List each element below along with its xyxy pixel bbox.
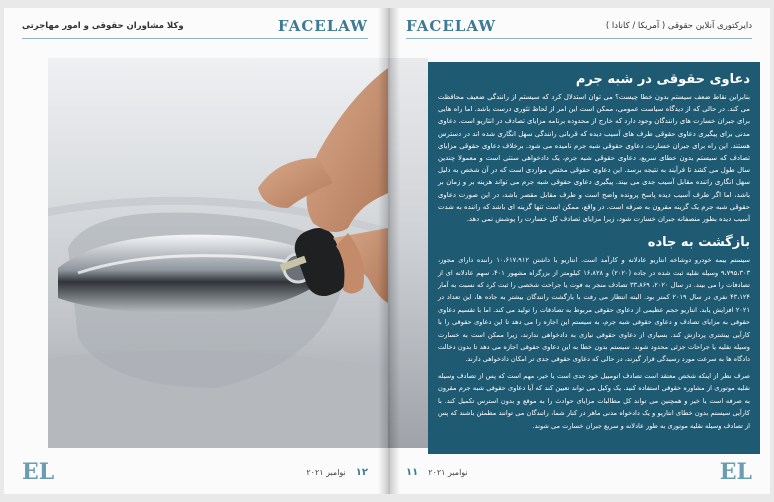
article-paragraph-3: صرف نظر از اینکه شخص معتقد است تصادف اتومبیل خود جدی است یا خیر، مهم است که پس از تصادف وسیله نقلیه موتوری از مشاوره حقوقی استفاده کنید. یک وکیل می تواند تعیین کند که آیا دعاوی حقوقی شبه جرم مقرون به صرفه است یا خیر و همچنین می تواند کل مطالبات مزایای حوادث را به موقع و بدون استرس تکمیل کند. با کارآیی سیستم بدون خطای انتاریو و یک دادخواه مدنی ماهر در کنار شما، رانندگان می توانند مطمئن باشند که پس از تصادف وسیله نقلیه موتوری به طور عادلانه و سریع جبران خسارت می شوند. [438,371,750,430]
left-footer-logo: EL [22,459,55,485]
car-door-photo-continuation [388,58,428,448]
right-footer-date: نوامبر ۲۰۲۱ [428,467,468,477]
car-door-key-photo [48,58,388,448]
right-page-footer [406,459,752,485]
right-brand-logo: FACELAW [406,17,497,35]
left-header-rule [22,38,368,39]
left-header-text: وکلا مشاوران حقوقی و امور مهاجرتی [22,21,184,31]
article-panel [428,62,760,454]
right-header-rule [406,38,752,39]
right-footer-meta [406,467,468,478]
article-paragraph-1: بنابراین نقاط ضعف سیستم بدون خطا چیست؟ می توان استدلال کرد که سیستم از رانندگی ضعیف محافظت می کند. در حالی که از دیدگاه سیاست عمومی، ممکن است این امر از لحاظ تئوری درست باشد. اما راه هایی برای جبران خسارت های رانندگان وجود دارد که خارج از محدوده برنامه مزایای تصادف در انتاریو است. دعاوی مدنی برای پیگیری دعاوی حقوقی طرف های آسیب دیده که قربانی رانندگی سهل انگاری شده اند در دسترس هستند. این راه برای جبران خسارت، دعاوی حقوقی شبه جرم نامیده می شود. برخلاف دعاوی حقوقی مزایای تصادف که سیستم بدون خطای سریع، دعاوی حقوقی شبه جرم، یک دادخواهی سنتی است و معمولا چندین سال طول می کشد تا فرآیند به نتیجه برسد. این دعاوی حقوقی مختص مواردی است که در آن شخص به دلیل سهل انگاری راننده مقابل آسیب جدی می بیند. پیگیری دعاوی حقوقی شبه جرم می تواند هزینه بر و زمان بر باشد، اما اگر طرف آسیب دیده پاسخ پرونده واضح است و طرف مقابل مقصر باشد، در این صورت دعاوی حقوقی شبه جرم یک گزینه مقرون به صرفه است. در واقع، ممکن است تنها گزینه ای باشد که راننده به شدت آسیب دیده بطور منصفانه جبران خسارت شود، زیرا مزایای تصادف کل خسارت را پوشش نمی دهد. [438,93,750,224]
article-paragraph-2: سیستم بیمه خودرو دوشاخه انتاریو عادلانه و کارآمد است. انتاریو با داشتن ۱۰،۶۱۷،۹۱۲ راننده دارای مجوز، ۹،۷۹۵،۳۰۳ وسیله نقلیه ثبت شده در جاده (۲۰۲۰) و ۱۶،۸۲۸ کیلومتر از بزرگراه مشهور ۴۰۱، سهم عادلانه ای از تصادفات را می بیند. در سال ۲۰۲۰، ۳۳،۸۶۹ تصادف منجر به فوت یا جراحت شخصی را ثبت کرد که نسبت به آمار ۴۳،۱۲۴ نفری در سال ۲۰۱۹ کمتر بود. البته انتظار می رفت با بازگشت رانندگان بیشتر به جاده ها، این تعداد در ۲۰۲۱ افزایش یابد. انتاریو حجم عظیمی از دعاوی حقوقی مربوط به تصادفات را تولید می کند. اما با تقسیم دعاوی حقوقی به مزایای تصادف و دعاوی حقوقی شبه جرم، به سیستم این اجازه را می دهد تا این دعاوی حقوقی را با کارآیی بیشتری پردازش کند. بسیاری از دعاوی حقوقی نیازی به دادخواهی ندارند، زیرا ممکن است به خسارت وسیله نقلیه یا جراحات جزئی محدود شوند. سیستم بدون خطا به این دعاوی حقوقی اجازه می دهد تا بدون دخالت دادگاه ها به سرعت مورد رسیدگی قرار گیرند، در حالی که دعاوی حقوقی جدی تر امکان دادخواهی دارند. [438,256,751,364]
right-header-text: دایرکتوری آنلاین حقوقی ( آمریکا / کانادا ) [605,21,752,31]
right-page-header [406,16,752,36]
left-page-footer [22,459,368,485]
car-door-photo-illustration [48,58,388,448]
right-footer-logo: EL [719,459,752,485]
left-brand-logo: FACELAW [277,17,368,35]
left-page [4,8,388,494]
article-heading-tort: دعاوی حقوقی در شبه جرم [575,72,750,87]
left-page-header [22,16,368,36]
right-page [388,8,770,494]
right-page-number: ۱۱ [406,466,419,478]
article-heading-back-to-road: بازگشت به جاده [647,235,750,251]
left-footer-date: نوامبر ۲۰۲۱ [306,467,346,477]
left-page-number: ۱۲ [355,466,368,478]
left-footer-meta [306,467,368,478]
